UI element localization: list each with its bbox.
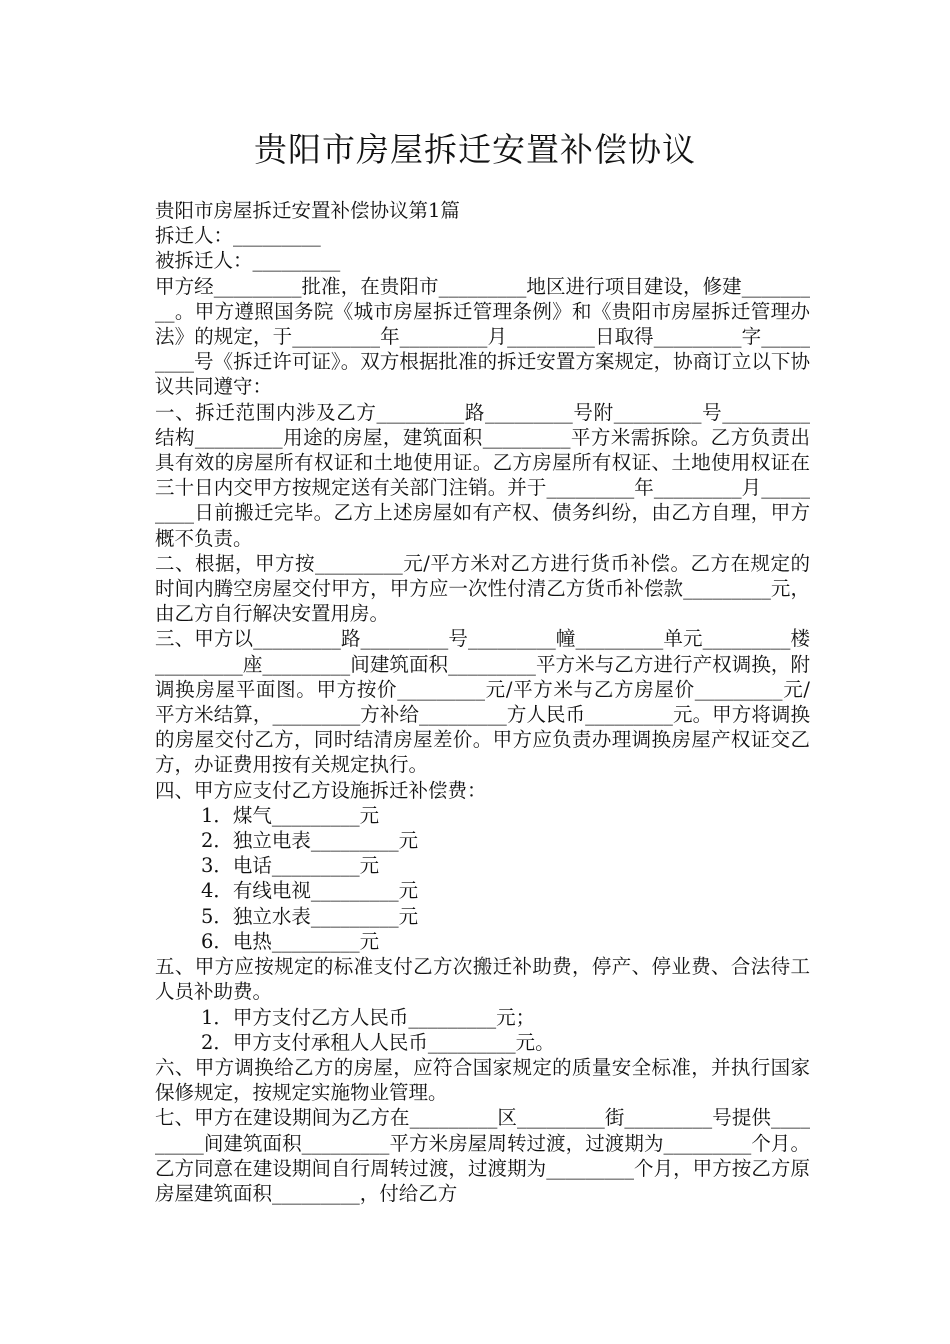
document-body [145, 198, 810, 1206]
paragraph-clause-7: 七、甲方在建设期间为乙方在_________区_________街_________号提供_________间建筑面积_________平方米房屋周转过渡，过渡期为_________个月。乙方同意在建设期间自行周转过渡，过渡期为_________个月，甲方按乙方原房屋建筑面积_________，付给乙方 [155, 1106, 810, 1205]
list-item-payment-party-b: 1．甲方支付乙方人民币_________元； [201, 1005, 536, 1029]
paragraph-clause-5: 五、甲方应按规定的标准支付乙方次搬迁补助费，停产、停业费、合法待工人员补助费。 [155, 955, 810, 1004]
list-item-water-meter: 5．独立水表_________元 [201, 904, 419, 928]
paragraph-clause-6: 六、甲方调换给乙方的房屋，应符合国家规定的质量安全标准，并执行国家保修规定，按规定实施物业管理。 [155, 1055, 810, 1105]
list-item-telephone: 3．电话_________元 [201, 854, 380, 878]
list-item-cable-tv: 4．有线电视_________元 [201, 879, 419, 903]
list-item-electric-meter: 2．独立电表_________元 [201, 829, 419, 853]
paragraph-clause-3: 三、甲方以_________路_________号_________幢_________单元_________楼_________座_________间建筑面积_________平方米与乙方进行产权调换，附调换房屋平面图。甲方按价_________元/平方米与乙方房屋价_________元/平方米结算，_________方补给_________方人民币_________元。甲方将调换的房屋交付乙方，同时结清房屋差价。甲方应负责办理调换房屋产权证交乙方，办证费用按有关规定执行。 [155, 627, 810, 777]
list-item-gas: 1．煤气_________元 [201, 803, 380, 827]
paragraph-preamble: 甲方经_________批准，在贵阳市_________地区进行项目建设，修建_________。甲方遵照国务院《城市房屋拆迁管理条例》和《贵阳市房屋拆迁管理办法》的规定，于_________年_________月_________日取得_________字_________号《拆迁许可证》。双方根据批准的拆迁安置方案规定，协商订立以下协议共同遵守： [155, 274, 810, 399]
paragraph-clause-2: 二、根据，甲方按_________元/平方米对乙方进行货币补偿。乙方在规定的时间内腾空房屋交付甲方，甲方应一次性付清乙方货币补偿款_________元，由乙方自行解决安置用房。 [155, 551, 810, 626]
paragraph-demolished-party: 被拆迁人：_________ [155, 249, 341, 273]
paragraph-clause-4: 四、甲方应支付乙方设施拆迁补偿费： [155, 778, 487, 802]
document-title: 贵阳市房屋拆迁安置补偿协议 [254, 130, 696, 169]
paragraph-clause-1: 一、拆迁范围内涉及乙方_________路_________号附_________号_________结构_________用途的房屋，建筑面积_________平方米需拆除。乙方负责出具有效的房屋所有权证和土地使用证。乙方房屋所有权证、土地使用权证在三十日内交甲方按规定送有关部门注销。并于_________年_________月_________日前搬迁完毕。乙方上述房屋如有产权、债务纠纷，由乙方自理，甲方概不负责。 [155, 400, 810, 550]
list-item-payment-tenant: 2．甲方支付承租人人民币_________元。 [201, 1030, 555, 1054]
paragraph-demolisher: 拆迁人：_________ [155, 224, 321, 248]
list-item-electric-heat: 6．电热_________元 [201, 929, 380, 953]
paragraph-article-title: 贵阳市房屋拆迁安置补偿协议第1篇 [155, 199, 460, 222]
